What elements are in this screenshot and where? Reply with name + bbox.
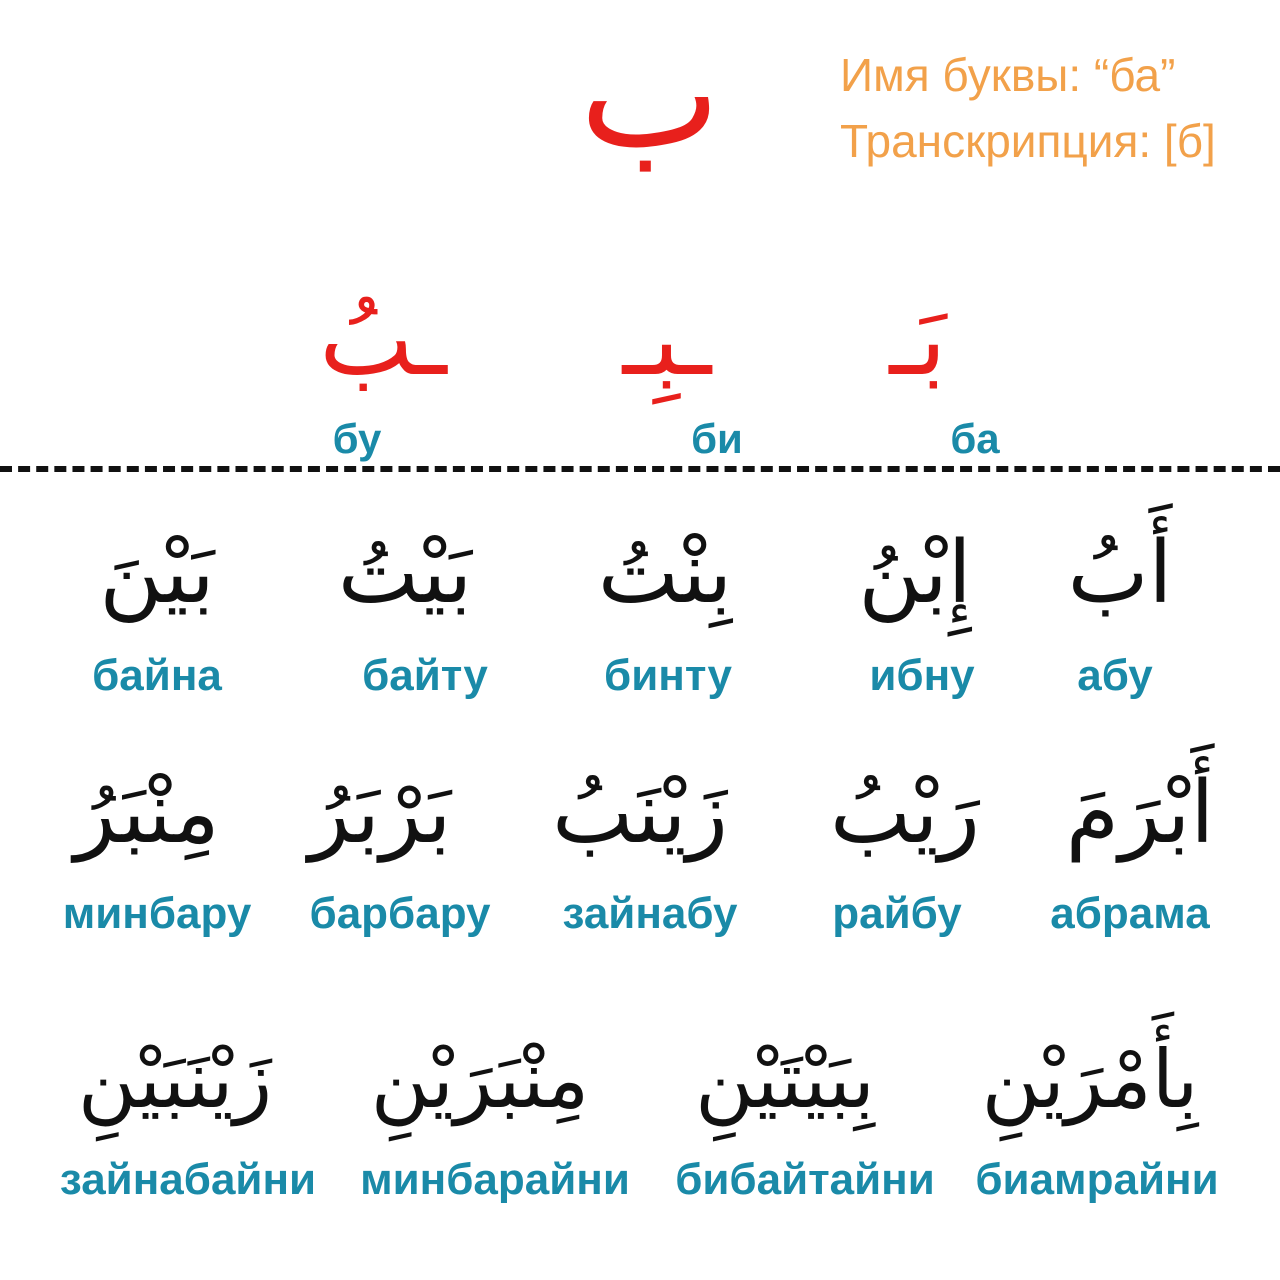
word-label: барбару: [309, 889, 491, 938]
form-final: ـبُ: [319, 281, 447, 398]
form-initial: بَـ: [889, 281, 947, 398]
form-medial: ـبِـ: [622, 281, 712, 398]
dashed-divider: [0, 466, 1280, 472]
word-label: абу: [1077, 651, 1153, 700]
word-arabic: أَبُ: [1067, 523, 1173, 623]
word-arabic: مِنْبَرَيْنِ: [370, 1033, 590, 1126]
word-arabic: إِبْنُ: [858, 523, 972, 623]
word-arabic: زَيْنَبُ: [552, 763, 728, 863]
word-arabic: بَيْنَ: [99, 523, 215, 623]
letter-transcription: Транскрипция: [б]: [840, 115, 1216, 167]
form-initial-label: ба: [950, 415, 1000, 462]
word-arabic: بِبَيْتَيْنِ: [695, 1033, 875, 1126]
word-arabic: بِنْتُ: [597, 523, 733, 623]
word-label: бинту: [604, 651, 732, 700]
word-label: абрама: [1050, 889, 1210, 938]
main-letter: ب: [579, 8, 721, 182]
word-arabic: بَرْبَرُ: [308, 763, 452, 863]
word-label: биамрайни: [975, 1155, 1219, 1204]
word-label: бибайтайни: [675, 1155, 935, 1204]
word-label: зайнабайни: [59, 1155, 317, 1204]
word-label: минбарайни: [360, 1155, 630, 1204]
word-arabic: بِأَمْرَيْنِ: [981, 1033, 1199, 1126]
word-arabic: مِنْبَرُ: [74, 763, 220, 863]
word-label: минбару: [62, 889, 252, 938]
word-label: байна: [92, 651, 222, 700]
word-arabic: بَيْتُ: [337, 523, 473, 623]
word-label: ибну: [869, 651, 975, 700]
word-arabic: أَبْرَمَ: [1065, 763, 1215, 863]
word-label: зайнабу: [562, 889, 738, 938]
word-label: райбу: [832, 889, 962, 938]
word-arabic: زَيْنَبَيْنِ: [77, 1033, 273, 1126]
word-arabic: رَيْبُ: [830, 763, 980, 863]
form-medial-label: би: [691, 415, 743, 462]
word-label: байту: [362, 651, 488, 700]
form-final-label: бу: [332, 415, 382, 462]
letter-name: Имя буквы: “ба”: [840, 49, 1176, 101]
